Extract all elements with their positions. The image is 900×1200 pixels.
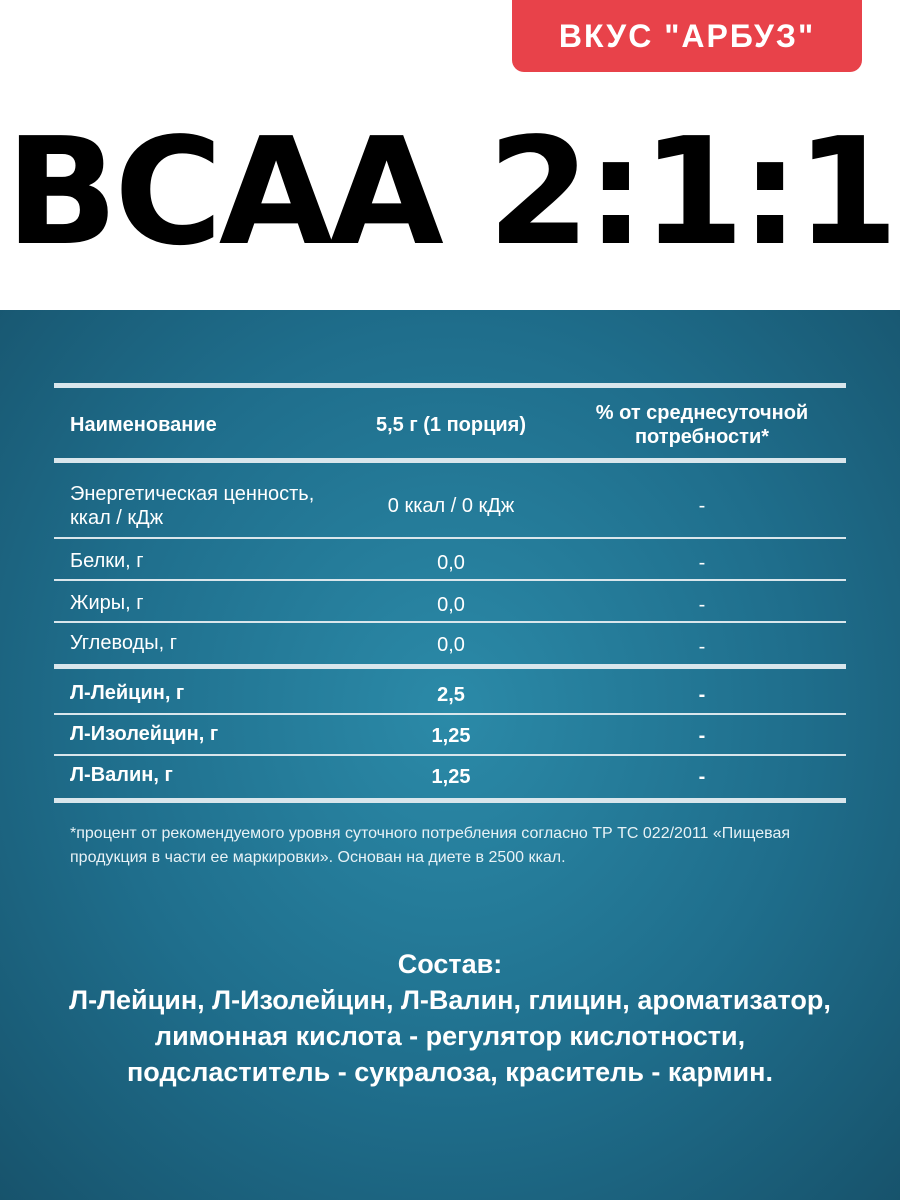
- row-percent: -: [698, 552, 706, 574]
- table-top-rule: [54, 383, 846, 388]
- row-value: 0,0: [437, 594, 465, 616]
- row-name: Л-Валин, г: [70, 764, 173, 786]
- row-value: 1,25: [431, 766, 471, 788]
- composition-label: Состав:: [397, 949, 503, 979]
- footnote: *процент от рекомендуемого уровня суточного потребления согласно ТР ТС 022/2011 «Пищевая продукция в части ее маркировки». Основан на диете в 2500 ккал.: [70, 825, 790, 866]
- nutrition-panel: [0, 310, 900, 1200]
- row-percent: -: [698, 725, 706, 747]
- row-divider: [54, 579, 846, 581]
- row-percent: -: [698, 636, 706, 658]
- row-percent: -: [698, 594, 706, 616]
- row-name: Жиры, г: [70, 592, 144, 614]
- composition-block: [60, 946, 840, 1090]
- row-divider: [54, 713, 846, 715]
- row-percent: -: [698, 495, 706, 517]
- row-name: Л-Лейцин, г: [70, 682, 185, 704]
- header-percent: % от среднесуточной потребности*: [595, 402, 809, 448]
- row-value: 1,25: [431, 725, 471, 747]
- header-name: Наименование: [70, 414, 217, 436]
- row-percent: -: [698, 766, 706, 788]
- row-value: 0,0: [437, 552, 465, 574]
- row-divider: [54, 621, 846, 623]
- flavor-badge: ВКУС "АРБУЗ": [512, 0, 862, 72]
- header-portion: 5,5 г (1 порция): [375, 414, 527, 436]
- row-percent: -: [698, 684, 706, 706]
- row-name: Белки, г: [70, 550, 144, 572]
- composition-text: Л-Лейцин, Л-Изолейцин, Л-Валин, глицин, ароматизатор, лимонная кислота - регулятор кислотности, подсластитель - сукралоза, краситель - кармин.: [69, 985, 831, 1087]
- row-value: 0 ккал / 0 кДж: [387, 495, 515, 517]
- row-divider: [54, 754, 846, 756]
- row-divider: [54, 664, 846, 669]
- row-name: Углеводы, г: [70, 632, 177, 654]
- table-bottom-rule: [54, 798, 846, 803]
- row-name: Л-Изолейцин, г: [70, 723, 219, 745]
- row-divider: [54, 537, 846, 539]
- product-title: BCAA 2:1:1: [5, 106, 895, 278]
- row-value: 0,0: [437, 634, 465, 656]
- row-value: 2,5: [437, 684, 465, 706]
- row-name: Энергетическая ценность, ккал / кДж: [70, 483, 315, 529]
- table-header-rule: [54, 458, 846, 463]
